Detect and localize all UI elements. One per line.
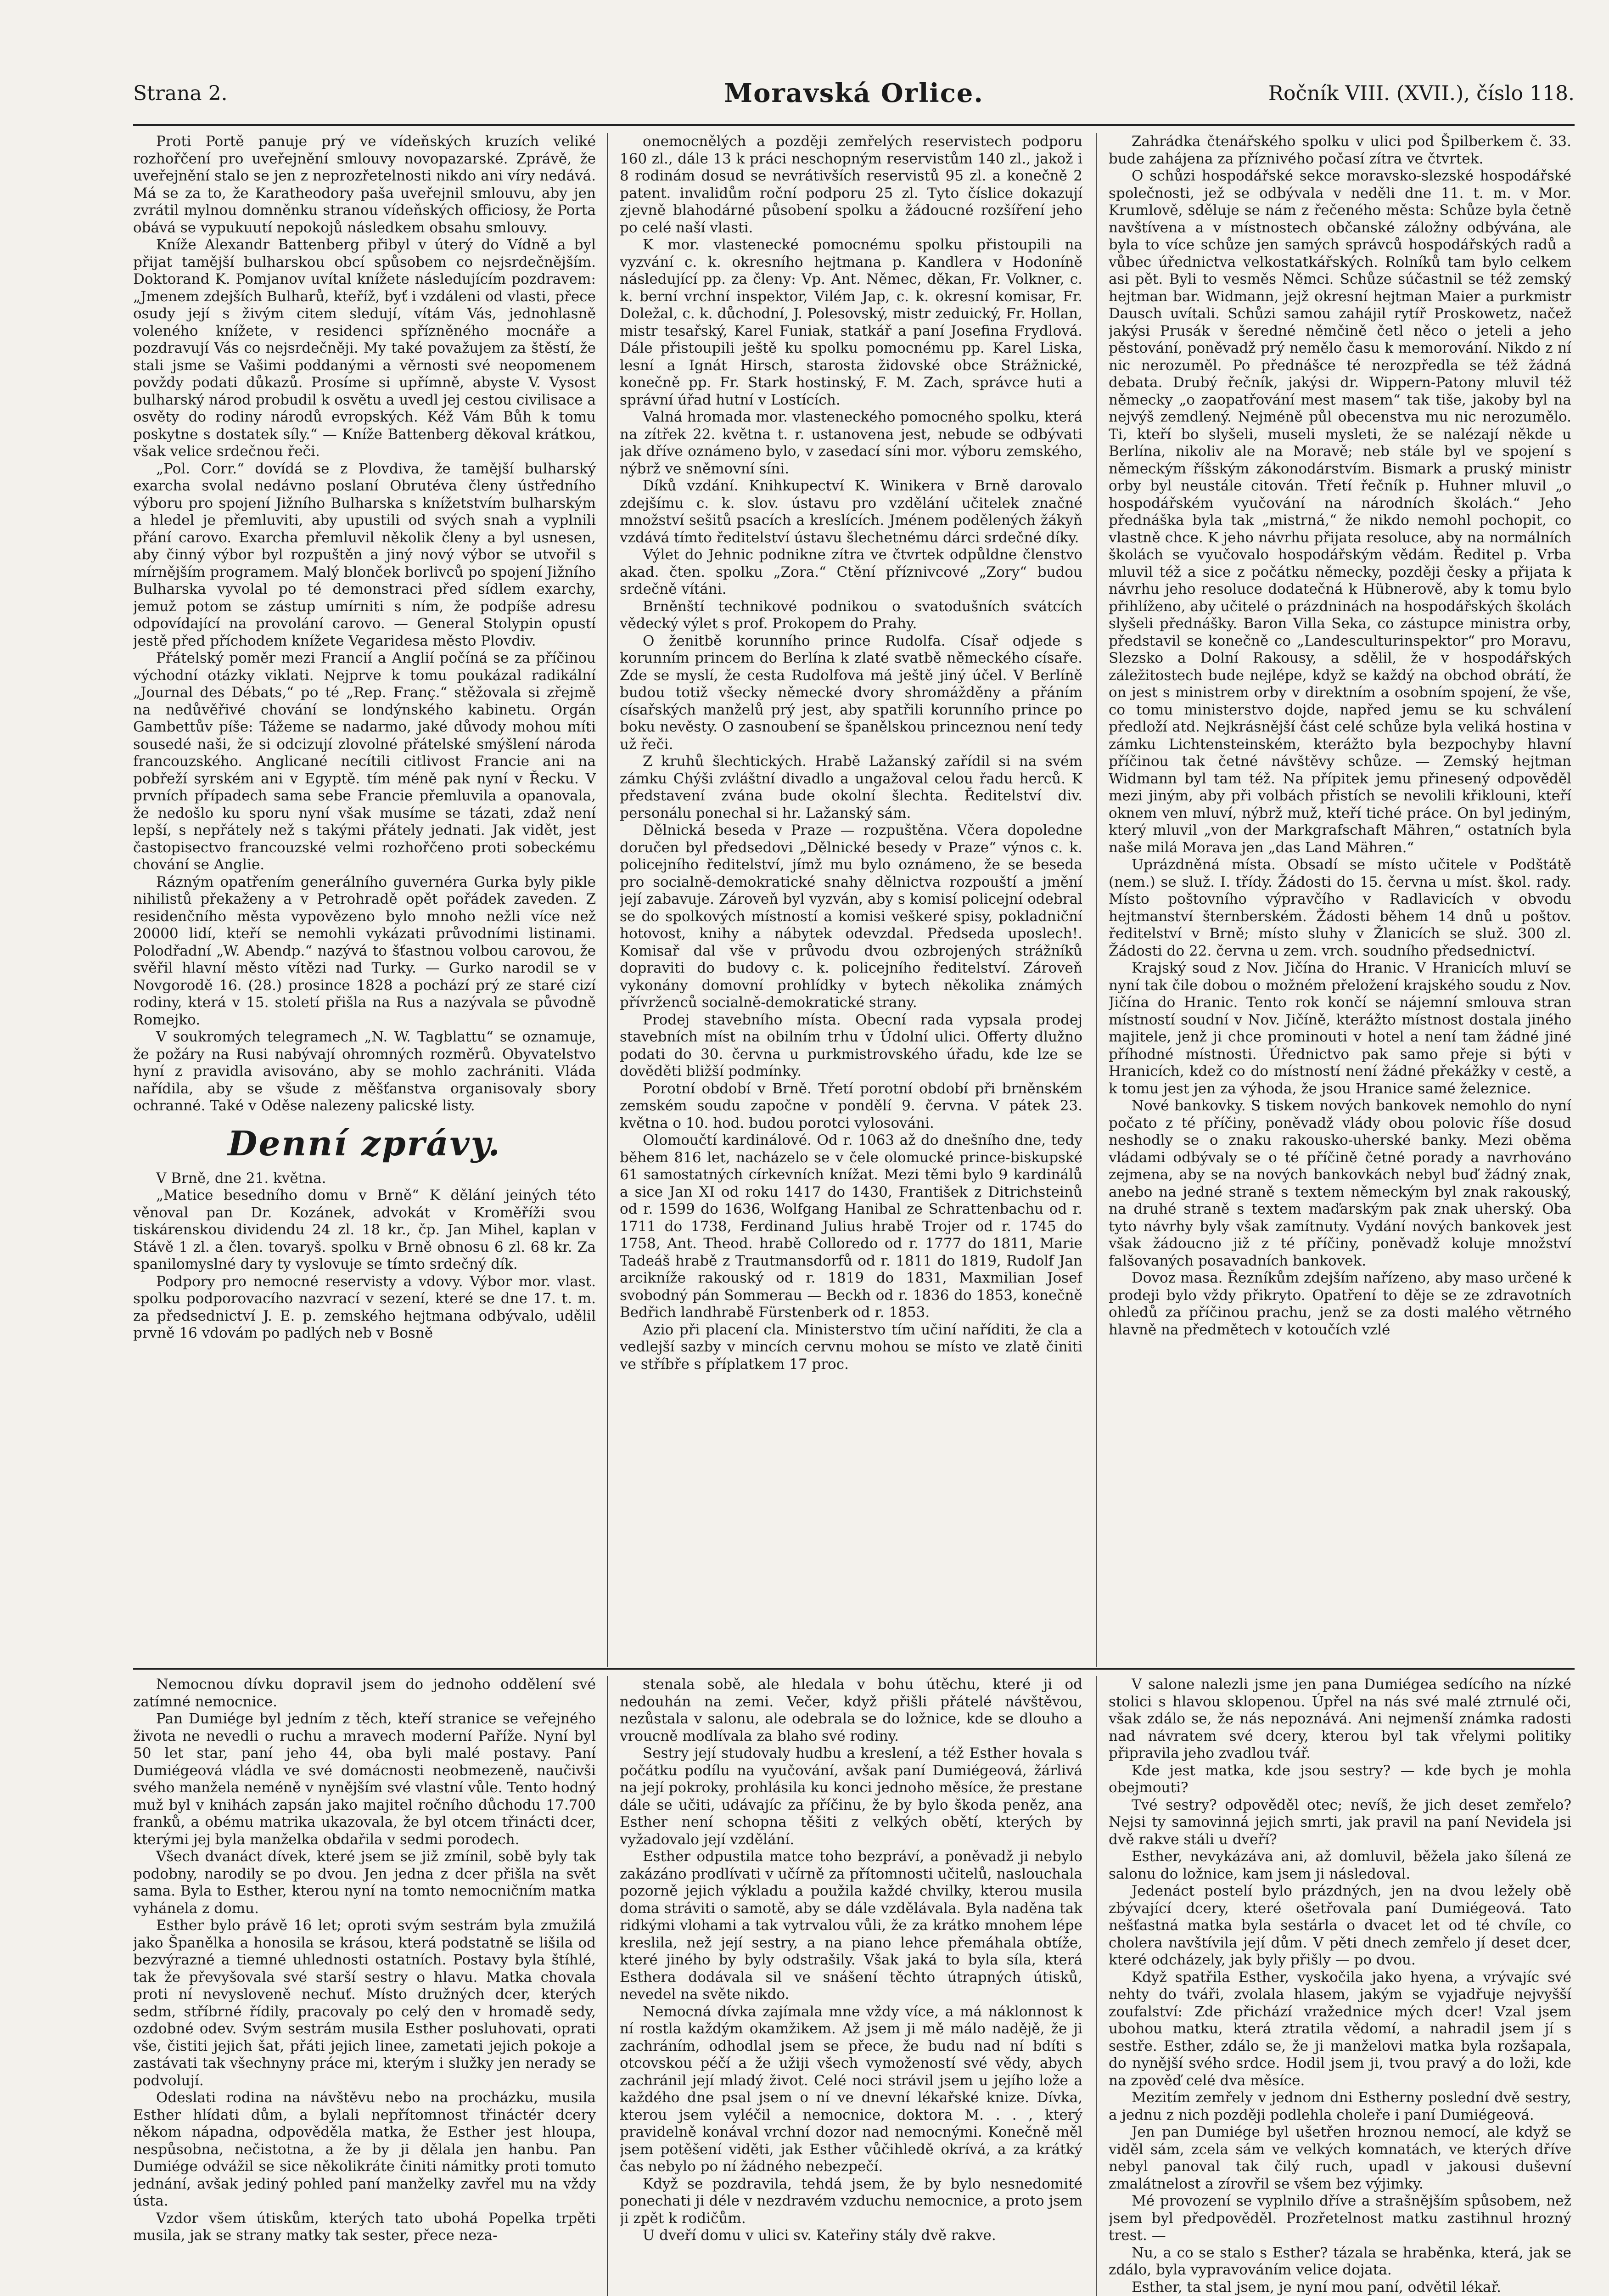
column-divider — [1096, 133, 1097, 1667]
article-paragraph: Dovoz masa. Řezníkům zdejším nařízeno, aby maso určené k prodeji bylo vždy přikryto. Opatření to děje se ze zdravotních ohledů za příčinou prachu, jenž se za dosti malého větrného hlavně na předmětech v kotoučích vzlé — [1109, 1270, 1571, 1338]
article-paragraph: Porotní období v Brně. Třetí porotní období při brněnském zemském soudu započne v pondělí 9. června. V pátek 23. května o 10. hod. budou porotci vylosováni. — [620, 1080, 1082, 1131]
article-paragraph: Nové bankovky. S tiskem nových bankovek nemohlo do nyní počato z té příčiny, poněvadž vlády obou polovic říše dosud neshodly se o znaku rakousko-uherské banky. Mezi oběma vládami odbývaly se o té příčině četné porady a navrhováno zejmena, aby se na nových bankovkách nebyl buď žádný znak, anebo na jedné straně s textem německým byl znak rakouský, na druhé straně s textem maďarským pak znak uherský. Oba tyto návrhy byly však zamítnuty. Vydání nových bankovek jest však žádoucno již z té příčiny, poněvadž koluje množství falšovaných posavadních bankovek. — [1109, 1097, 1571, 1269]
article-paragraph: onemocnělých a později zemřelých reservistech podporu 160 zl., dále 13 k práci neschopným reservistům 140 zl., jakož i 8 rodinám dosud se nevrátivších reservistů 95 zl. a konečně 2 patent. invalidům roční podporu 25 zl. Tyto číslice dokazují zjevně blahodárné působení spolku a žádoucné rozšíření jeho po celé naší vlasti. — [620, 133, 1082, 236]
article-paragraph: Proti Portě panuje prý ve vídeňských kruzích veliké rozhořčení pro uveřejnění smlouvy novopazarské. Zprávě, že uveřejnění stalo se jen z neprozřetelnosti nikdo ani víry nedává. Má se za to, že Karatheodory paša uveřejnil smlouvu, aby jen zvrátil mylnou domněnku stranou vídeňských officiosy, že Porta obává se vypukuutí nepokojů následkem obsahu smlouvy. — [133, 133, 596, 236]
article-paragraph: Kníže Alexandr Battenberg přibyl v úterý do Vídně a byl přijat tamější bulharskou obcí spůsobem co nejsrdečnějším. Doktorand K. Pomjanov uvítal knížete následujícím pozdravem: „Jmenem zdejších Bulharů, kteříž, byť i vzdáleni od vlasti, přece osudy její s živým citem sledují, vítám Vás, jednohlasně voleného knížete, v residenci spřízněného mocnáře a pozdravují Vás co nejsrdečněji. My také považujem za štěstí, že stali jsme se Vašimi poddanými a věrnosti své neopomenem povždy podati důkazů. Prosíme si upřímně, abyste V. Vysost bulharský národ probudil k osvětu a uvedl jej cestou civilisace a osvěty do rodiny národů evropských. Kéž Vám Bůh k tomu poskytne s dostatek síly.“ — Kníže Battenberg děkoval krátkou, však velice srdečnou řeči. — [133, 236, 596, 460]
feuilleton-column-2 — [620, 1676, 1082, 2296]
article-paragraph: Mé provození se vyplnilo dříve a strašnějším spůsobem, než jsem byl předpověděl. Prozřetelnost matku zastihnul hrozný trest. — — [1109, 2193, 1571, 2244]
article-paragraph: Mezitím zemřely v jednom dni Estherny poslední dvě sestry, a jednu z nich později podlehla choleře i paní Dumiégeová. — [1109, 2089, 1571, 2123]
article-paragraph: Esther odpustila matce toho bezpráví, a poněvadž ji nebylo zakázáno prodlívati v učírně za přítomnosti učitelů, naslouchala pozorně jejich výkladu a použila každé chvilky, kterou musila doma stráviti o samotě, aby se dále vzdělávala. Byla naděna tak ridkými vlohami a tak vytrvalou vůli, že za krátko mnohem lépe kreslila, než její sestry, a na piano lehce přemáhala obtíže, které jiného by byly odstrašily. Však jaká to byla síla, která Esthera dodávala sil ve snášení těchto útrapných útisků, nevedel na světe nikdo. — [620, 1848, 1082, 2003]
article-paragraph: Nu, a co se stalo s Esther? tázala se hraběnka, která, jak se zdálo, byla vypravováním velice dojata. — [1109, 2244, 1571, 2278]
article-paragraph: Esther, nevykázáva ani, až domluvil, běžela jako šílená ze salonu do ložnice, kam jsem ji následoval. — [1109, 1848, 1571, 1882]
column-divider — [1096, 1676, 1097, 2296]
article-paragraph: V salone nalezli jsme jen pana Dumiégea sedícího na nízké stolici s hlavou sklopenou. Úpřel na nás své malé ztrnulé oči, však zdálo se, že nás nepoznává. Ani nejmenší známka radosti nad návratem své dcery, kterou byl tak vřelymi politiky připravila jeho zvadlou tvář. — [1109, 1676, 1571, 1761]
article-paragraph: „Matice besedního domu v Brně“ K dělání jeiných této věnoval pan Dr. Kozánek, advokát v Kroměříži svou tiskárenskou dividendu 24 zl. 18 kr., čp. Jan Mihel, kaplan v Stávě 1 zl. a člen. tovaryš. spolku v Brně obnosu 6 zl. 68 kr. Za spanilomyslné dary ty vyslovuje se tímto srdečný dík. — [133, 1187, 596, 1272]
section-rubric: Denní zprávy. — [228, 1124, 501, 1164]
article-paragraph: Sestry její studovaly hudbu a kreslení, a též Esther hovala s počátku podílu na vyučování, avšak paní Dumiégeová, žárlivá na její pokroky, prohlásila ku konci jednoho měsíce, že prestane dále se učiti, udávajíc za příčinu, že by bylo škoda peněz, ana Esther není schopna těšiti z velkých obětí, kterých by vyžadovalo její vzdělání. — [620, 1745, 1082, 1848]
article-paragraph: Krajský soud z Nov. Jičína do Hranic. V Hranicích mluví se nyní tak čile dobou o možném přeložení krajského soudu z Nov. Jičína do Hranic. Tento rok končí se nájemní smlouva stran místností soudní v Nov. Jičíně, kterážto místnost dostala jiného majitele, jenž ji chce prominouti v hotel a není tam žádné jiné příhodné místnosti. Úřednictvo pak samo přeje si býti v Hranicích, kdež co do místností není žádné překážky v cestě, a k tomu jest jen za výhoda, že jsou Hranice samé železnice. — [1109, 960, 1571, 1097]
article-paragraph: V soukromých telegramech „N. W. Tagblattu“ se oznamuje, že požáry na Rusi nabývají ohromných rozměrů. Obyvatelstvo hyní z pravidla avisováno, aby se mohlo zachrániti. Vláda nařídila, aby se všude z měšťanstva organisovaly sbory ochranné. Také v Oděse nalezeny palicské listy. — [133, 1029, 596, 1114]
article-paragraph: Brněnští technikové podnikou o svatodušních svátcích vědecký výlet s prof. Prokopem do Prahy. — [620, 598, 1082, 632]
feuilleton-column-3 — [1109, 1676, 1571, 2296]
article-paragraph: Prodej stavebního místa. Obecní rada vypsala prodej stavebních míst na obilním trhu v Údolní ulici. Offerty dlužno podati do 30. června u purkmistrovského úřadu, kde lze se dověděti bližší podmínky. — [620, 1011, 1082, 1080]
article-paragraph: Esther, ta stal jsem, je nyní mou paní, odvětil lékař. — [1132, 2279, 1501, 2296]
article-paragraph: Když se pozdravila, tehdá jsem, že by bylo nesnedomité ponechati ji déle v nezdravém vzduchu nemocnice, a proto jsem ji zpět k rodičům. — [620, 2175, 1082, 2227]
article-paragraph: Všech dvanáct dívek, které jsem se již zmínil, sobě byly tak podobny, narodily se po dvou. Jen jedna z dcer přišla na svět sama. Byla to Esther, kterou nyní na tomto nemocničním matka vyhánela z domu. — [133, 1848, 596, 1917]
article-paragraph: O ženitbě korunního prince Rudolfa. Císař odjede s korunním princem do Berlína k zlaté svatbě německého císaře. Zde se myslí, že cesta Rudolfova má ještě jiný účel. V Berlíně budou totiž všecky německé dvory shromážděny a přáním císařských manželů prý jest, aby spatřili korunního prince po boku nevěsty. O zasnoubení se španělskou princeznou není tedy už řeči. — [620, 632, 1082, 753]
article-paragraph: Jen pan Dumiége byl ušetřen hroznou nemocí, ale když se viděl sám, zcela sám ve velkých komnatách, ve kterých dříve nebyl panoval tak čilý ruch, upadl v jakousi duševní zmalátnelost a zírovřil se všem bez výjimky. — [1109, 2124, 1571, 2192]
article-paragraph: Dělnická beseda v Praze — rozpuštěna. Včera dopoledne doručen byl předsedovi „Dělnické besedy v Praze“ výnos c. k. policejního ředitelství, jímž mu bylo oznámeno, že se beseda pro socialně-demokratické snahy dělnictva rozpouští a jmění její zabavuje. Zároveň byl vyzván, aby s komisí policejní odebral se do spolkových místností a komisi veškeré spisy, pokladniční hotovost, knihy a nábytek odevzdal. Předseda uposlech!. Komisař dal vše v průvodu dvou ozbrojených strážníků dopraviti do budovy c. k. policejního ředitelství. Zároveň vykonány domovní prohlídky v bytech několika známých přívrženců socialně-demokratické strany. — [620, 822, 1082, 1011]
article-paragraph: Vzdor všem útiskům, kterých tato ubohá Popelka trpěti musila, jak se strany matky tak sester, přece neza- — [133, 2210, 596, 2244]
article-paragraph: Podpory pro nemocné reservisty a vdovy. Výbor mor. vlast. spolku podporovacího nazvrací v sezení, které se dne 17. t. m. za předsednictví J. E. p. zemského hejtmana odbývalo, udělil prvně 16 vdovám po padlých neb v Bosně — [133, 1273, 596, 1341]
article-paragraph: Výlet do Jehnic podnikne zítra ve čtvrtek odpůldne členstvo akad. čten. spolku „Zora.“ Ctění příznivcové „Zory“ budou srdečně vítáni. — [620, 546, 1082, 597]
article-paragraph: U dveří domu v ulici sv. Kateřiny stály dvě rakve. — [643, 2227, 996, 2244]
article-paragraph: Azio při placení cla. Ministerstvo tím učiní naříditi, že cla a vedlejší sazby v mincích cervnu mohou se místo ve zlatě činiti ve stříbře s příplatkem 17 proc. — [620, 1321, 1082, 1373]
article-paragraph: Z kruhů šlechtických. Hrabě Lažanský zařídil si na svém zámku Chýši zvláštní divadlo a ungažoval celou řadu herců. K představení zvána bude okolní šlechta. Ředitelství div. personálu ponechal si hr. Lažanský sám. — [620, 753, 1082, 822]
article-paragraph: stenala sobě, ale hledala v bohu útěchu, které ji od nedouhán na zemi. Večer, když přišli přátelé návštěvou, nezůstala v salonu, ale odebrala se do ložnice, kde se dlouho a vroucně modlívala za blaho své rodiny. — [620, 1676, 1082, 1745]
column-divider — [607, 1676, 608, 2296]
article-paragraph: Esther bylo právě 16 let; oproti svým sestrám byla zmužilá jako Španělka a honosila se krásou, která podstatně se lišila od bezvýrazné a tiemné uhlednosti ostatních. Postavy byla štíhlé, tak že převyšovala své starší sestry o hlavu. Matka chovala proti ní nevysloveně nechuť. Místo družných dcer, kterých sedm, stříbrné řídily, pracovaly po celý den v hromadě sedy, ozdobné odev. Svým sestrám musila Esther posluhovati, oprati vše, čistiti jejich šat, přáti jejich linee, zametati jejich pokoje a zastávati tak všechnyny práce mi, kterým i služky jen nerady se podvolují. — [133, 1917, 596, 2089]
article-paragraph: Kde jest matka, kde jsou sestry? — kde bych je mohla obejmouti? — [1109, 1762, 1571, 1796]
article-paragraph: K mor. vlastenecké pomocnému spolku přistoupili na vyzvání c. k. okresního hejtmana p. Kandlera v Hodoníně následující pp. za členy: Vp. Ant. Němec, děkan, Fr. Volkner, c. k. berní vrchní inspektor, Vilém Jap, c. k. okresní komisar, Fr. Doležal, c. k. důchodní, J. Polesovský, mistr zeduický, Fr. Hollan, mistr tesařský, Karel Funiak, statkář a paní Josefina Frydlová. Dále přistoupili ještě ku spolku pomocnému pp. Karel Liska, lesní a Ignát Hirsch, starosta židovské obce Strážnické, konečně pp. Fr. Stark hostinský, F. M. Zach, správce huti a správní úřad hutní v Lostících. — [620, 236, 1082, 408]
column-divider — [607, 133, 608, 1667]
article-paragraph: Díků vzdání. Knihkupectví K. Winikera v Brně darovalo zdejšímu c. k. slov. ústavu pro vzdělání učitelek značné množství sešitů psacích a kreslících. Jménem podělených žákyň vzdává tímto ředitelství ústavu šlechetnému dárci srdečné díky. — [620, 478, 1082, 546]
feuilleton-column-1 — [133, 1676, 596, 2296]
article-paragraph: V Brně, dne 21. května. — [156, 1170, 326, 1187]
article-paragraph: „Pol. Corr.“ dovídá se z Plovdiva, že tamější bulharský exarcha svolal nedávno poslaní Obrutéva členy ústředního výboru pro spojení Jižního Bulharska s knížetstvím bulharským a hledel je přemluviti, aby upustili od svých snah a vyplnili přání carovo. Exarcha přemluvil několik členy a byl usnesen, aby činný výbor byl rozpuštěn a jiný nový výbor se utvořil s mírnějším programem. Malý blonček borlivců po spojení Jižního Bulharska vyvolal po té demonstraci před sídlem exarchy, jemuž potom se zástup umírniti s ním, že podpíše adresu odpovídající na provolání carovo. — General Stolypin opustí jestě před příchodem knížete Vegaridesa město Plovdiv. — [133, 460, 596, 649]
article-paragraph: Olomoučtí kardinálové. Od r. 1063 až do dnešního dne, tedy během 816 let, nacházelo se v čele olomucké prince-biskupské 61 samostatných církevních knížat. Mezi těmi bylo 9 kardinálů a sice Jan XI od roku 1417 do 1430, František z Ditrichsteinů od r. 1599 do 1636, Wolfgang Hanibal ze Schrattenbachu od r. 1711 do 1738, Ferdinand Julius hrabě Trojer od r. 1745 do 1758, Ant. Theod. hrabě Colloredo od r. 1777 do 1811, Marie Tadeáš hrabě z Trautmansdorfů od r. 1811 do 1819, Rudolf Jan arcikníže rakouský od r. 1819 do 1831, Maxmilian Josef svobodný pán Sommerau — Beckh od r. 1836 do 1853, konečně Bedřich landhrabě Fürstenberk od r. 1853. — [620, 1132, 1082, 1321]
newspaper-title: Moravská Orlice. — [724, 78, 984, 108]
article-paragraph: O schůzi hospodářské sekce moravsko-slezské hospodářské společnosti, jež se odbývala v neděli dne 11. t. m. v Mor. Krumlově, sděluje se nám z řečeného města: Schůze byla četně navštívena a v místnostech občanské záložny odbývána, ale byla to více schůze jen samých správců hospodářských radů a vůbec úřednictva velkostatkářských. Rolníků tam bylo celkem asi pět. Byli to vesměs Němci. Schůze súčastnil se též zemský hejtman bar. Widmann, jejž okresní hejtman Maier a purkmistr Dausch uvítali. Schůzi samou zahájil rytíř Proskowetz, načež jakýsi Prusák v šeredné němčině četl něco o jeteli a jeho pěstování, poněvadž prý nemělo času k memorování. Nikdo z ní nic nerozuměl. Po přednášce té nerozpředla se též žádná debata. Drubý řečník, jakýsi dr. Wippern-Patony mluvil též německy „o zaopatřování mest masem“ tak tiše, jakoby byl na nejvýš zemdlený. Nejméně půl obecenstva mu nic nerozumělo. Ti, kteří bo slyšeli, museli mysleti, že se nalézají někde u Berlína, nikoliv ale na Moravě; neb stále byl ve spojení s německým říšským zákonodárstvím. Bismark a pruský ministr orby byl neustále citován. Třetí řečník p. Huhner mluvil „o hospodářském vyučování na národních školách.“ Jeho přednáška byla tak „mistrná,“ že nikdo nemohl pochopit, co vlastně chce. K jeho návrhu přijata resoluce, aby na normálních školách se vyučovalo hospodářským vědám. Ředitel p. Vrba mluvil též a sice z počátku německy, později česky a přijata k návrhu jeho resoluce dodatečná k Hübnerově, aby k tomu bylo přihlíženo, aby učitelé o prázdninách na hospodářských školách slyšeli přednášky. Baron Villa Seka, co zástupce ministra orby, představil se konečně co „Landesculturinspektor“ pro Moravu, Slezsko a Dolní Rakousy, a sdělil, že v hospodářských záležitostech bude nejlépe, když se každý na obchod obrátí, že on jest s ministrem orby v direktním a osobním spojení, že vše, co tomu ministerstvo dojde, napřed jemu se ku schválení předloží atd. Nejkrásnější část celé schůze byla veliká hostina v zámku Lichtensteinském, kterážto byla bezpochyby hlavní příčinou tak četné návštěvy schůze. — Zemský hejtman Widmann byl tam též. Na přípitek jemu přinesený odpověděl mezi jiným, aby při volbách přistích se nevolili křiklouni, kteří oknem ven mluví, nýbrž muž, kteří tiché práce. On byl jediným, který mluvil „von der Markgrafschaft Mähren,“ ostatních byla naše milá Morava jen „das Land Mähren.“ — [1109, 168, 1571, 856]
article-paragraph: Uprázdněná místa. Obsadí se místo učitele v Podštátě (nem.) se služ. I. třídy. Žádosti do 15. června u míst. škol. rady. Místo poštovního výpravčího v Radlavicích v obvodu hejtmanství šternberském. Žádosti během 14 dnů u poštov. ředitelství v Brně; místo sluhy v Žlanicích se služ. 300 zl. Žádosti do 22. června u zem. vrch. soudního předsednictví. — [1109, 856, 1571, 959]
column-3 — [1109, 133, 1571, 1667]
page-number: Strana 2. — [133, 82, 228, 105]
column-1 — [133, 133, 596, 1667]
article-paragraph: Když spatřila Esther, vyskočila jako hyena, a vrývajíc své nehty do tváři, zvolala hlasem, jakým se vyjadřuje nejvyšší zoufalství: Zde přichází vražednice mých dcer! Vzal jsem ubohou matku, která ztratila vědomí, a nahradil jsem jí s sestře. Esther, zdálo se, že ji manželovi matka byla rozšapala, do nynější svého srdce. Hodil jsem ji, tvou pravý a do loži, kde na zpověď celé dva měsíce. — [1109, 1969, 1571, 2089]
page-header — [133, 73, 1575, 126]
article-paragraph: Nemocná dívka zajímala mne vždy více, a má náklonnost k ní rostla každým okamžikem. Až jsem ji mě málo nadějě, že ji zachráním, odhodlal jsem se přece, že budu nad ní bdíti s otcovskou péčí a že užiji všech vymožeností své vědy, abych zachránil její mladý život. Celé noci strávil jsem u jejího lože a každého dne psal jsem o ní ve dnevní lékařské knize. Dívka, kterou jsem vyléčil a nemocnice, doktora M. . . , který pravidelně konával vrchní dozor nad nemocnými. Konečně měl jsem potěšení viděti, jak Esther vůčihledě okrívá, a za krátký čas nebylo po ní žádného nebezpečí. — [620, 2003, 1082, 2175]
article-paragraph: Nemocnou dívku dopravil jsem do jednoho oddělení své zatímné nemocnice. — [133, 1676, 596, 1710]
article-paragraph: Odeslati rodina na návštěvu nebo na procházku, musila Esther hlídati dům, a bylali nepřítomnost třináctér dcery někom nápadna, odpověděla matka, že Esther jest hloupa, nespůsobna, nečistotna, a že by ji dělala jen hanbu. Pan Dumiége odvážil se sice několikráte činiti námitky proti tomuto jednání, avšak jediný pohled paní manželky zavřel mu na vždy ústa. — [133, 2089, 596, 2209]
article-paragraph: Rázným opatřením generálního guvernéra Gurka byly pikle nihilistů překaženy a v Petrohradě opět pořádek zaveden. Z residenčního města vypovězeno bylo mnoho nežli více než 20000 lidí, kteří se nemohli vykázati průvodními listinami. Polodřadní „W. Abendp.“ nazývá to šťastnou volbou carovou, že svěřil hlavní město vítězi nad Turky. — Gurko narodil se v Novgorodě 16. (28.) prosince 1828 a pochází prý ze staré cizí rodiny, která v 15. století přišla na Rus a nazývala se původně Romejko. — [133, 873, 596, 1028]
article-paragraph: Valná hromada mor. vlasteneckého pomocného spolku, která na zítřek 22. května t. r. ustanovena jest, nebude se odbývati jak dříve oznámeno bylo, v zasedací síni mor. výboru zemského, nýbrž ve sněmovní síni. — [620, 409, 1082, 477]
feuilleton-separator — [133, 1668, 1575, 1670]
article-paragraph: Přátelský poměr mezi Francií a Anglií počíná se za příčinou východní otázky viklati. Nejprve k tomu poukázal radikální „Journal des Débats,“ po té „Rep. Franç.“ stěžovala si zřejmě na nedůvěřivé chování se londýnského kabinetu. Orgán Gambettův píše: Tážeme se nadarmo, jaké důvody mohou míti sousedé naši, že si odcizují zlovolné přátelské smýšlení národa francouzského. Anglicané necítili citlivost Francie ani na pobřeží syrském ani v Egyptě. tím méně pak nyní v Řecku. V prvních případech sama sebe Francie přemluvila a opanovala, že nedošlo ku sporu nyní však musíme se tázati, zdaž není lepší, s nepřátely než s takými přátely jednati. Jak vidět, jest častopisectvo francouzské velmi rozhořčeno proti sobeckému chování se Anglie. — [133, 650, 596, 873]
article-paragraph: Pan Dumiége byl jedním z těch, kteří stranice se veřejného života ne nevedli o ruchu a mravech moderní Paříže. Nyní byl 50 let star, paní jeho 44, oba byli malé postavy. Paní Dumiégeová vládla ve své domácnosti neobmezeně, naučivši svého manžela neméně v nynějším své vlastní vůle. Tento hodný muž byl v knihách zapsán jako majitel ročního důchodu 17.700 franků, a obému matrika ukazovala, že byl otcem třinácti dcer, kterými jej byla manželka obdařila v sedmi porodech. — [133, 1711, 596, 1848]
article-paragraph: Jedenáct postelí bylo prázdných, jen na dvou ležely obě zbývající dcery, které ošetřovala paní Dumiégeová. Tato nešťastná matka byla sestárla o dvacet let od té chvíle, co cholera navštívila její dům. V pěti dnech zemřelo jí deset dcer, které odcházely, jak byly přišly — po dvou. — [1109, 1883, 1571, 1968]
column-2 — [620, 133, 1082, 1667]
article-paragraph: Tvé sestry? odpověděl otec; nevíš, že jich deset zemřelo? Nejsi ty samovinná jejich smrti, jak pravil na paní Nevidela jsi dvě rakve stáli u dveří? — [1109, 1796, 1571, 1848]
article-paragraph: Zahrádka čtenářského spolku v ulici pod Špilberkem č. 33. bude zahájena za příznivého počasí zítra ve čtvrtek. — [1109, 133, 1571, 167]
issue-info: Ročník VIII. (XVII.), číslo 118. — [1268, 82, 1575, 105]
